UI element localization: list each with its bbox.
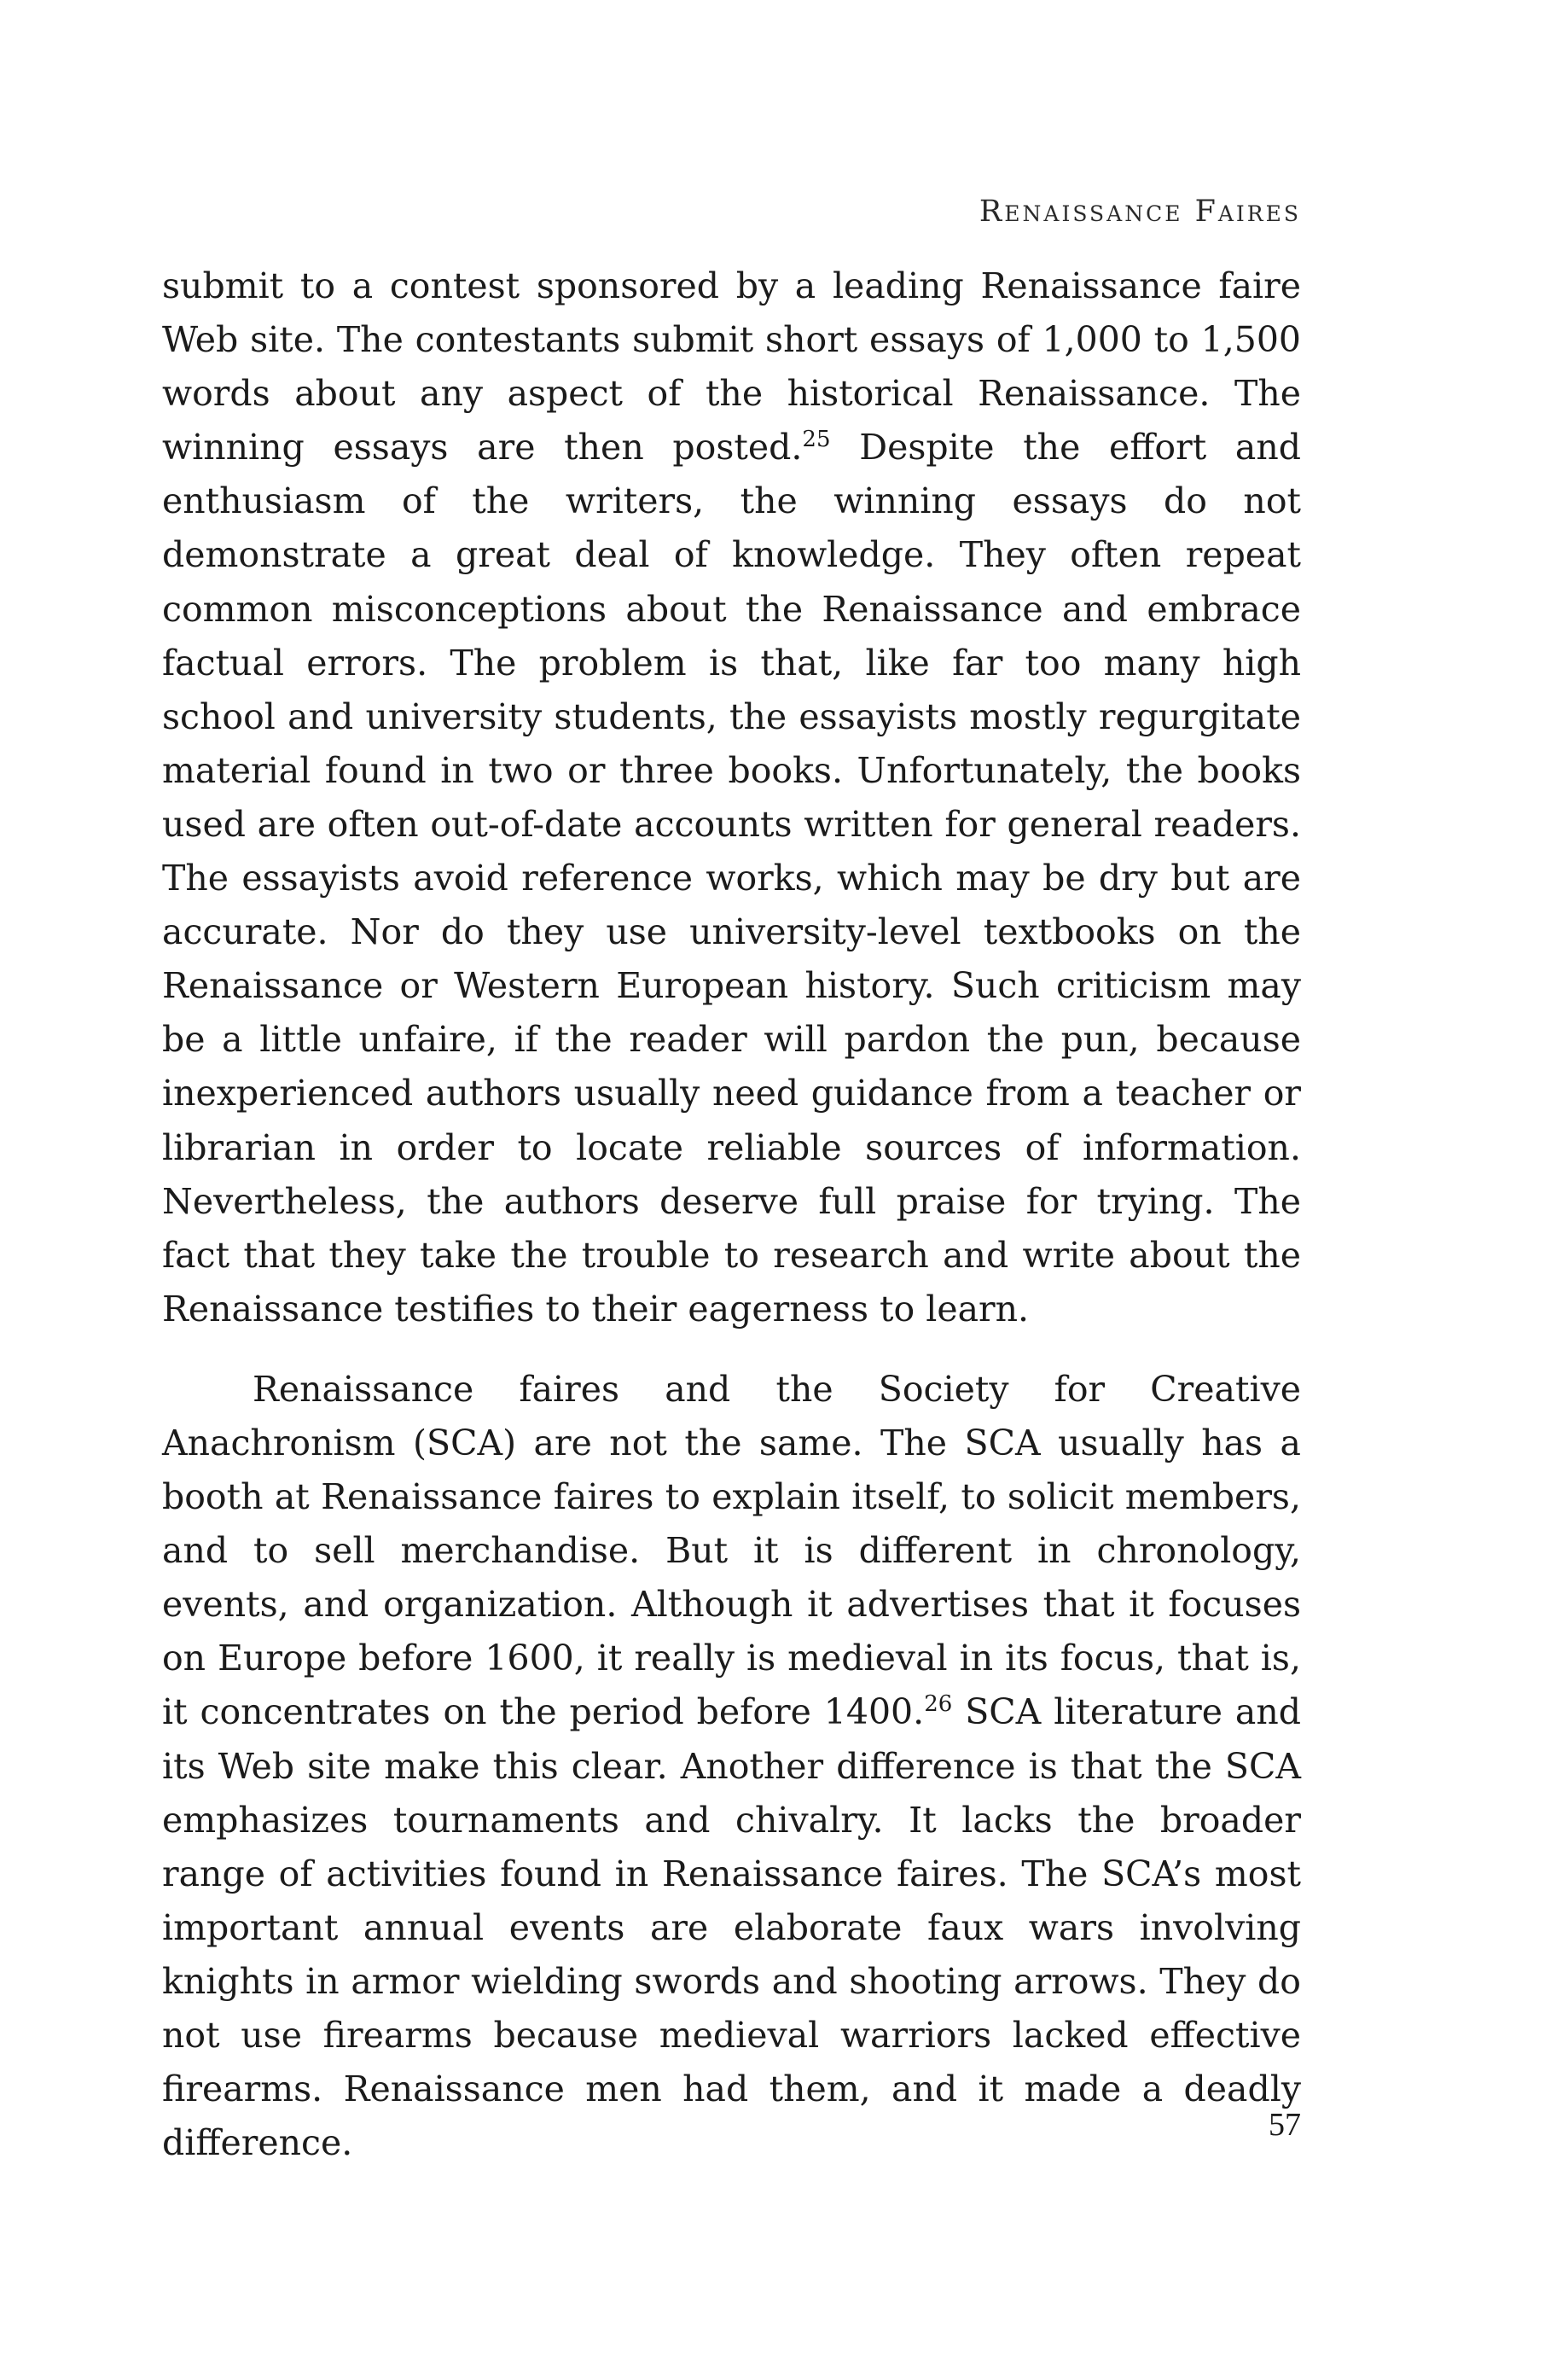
- paragraph-text: Renaissance faires and the Society for Creative Anachronism (SCA) are not the same. The SCA usually has a booth at Renaissance faires to explain itself, to solicit members, and to sell merchandise. But it is different in chronology, events, and organization. Although it advertises that it focuses on Europe before 1600, it really is medieval in its focus, that is, it concentrates on the period before 1400.: [162, 1368, 1301, 1733]
- footnote-reference: 26: [924, 1691, 953, 1718]
- paragraph-sca-comparison: [162, 1363, 1301, 2170]
- paragraph-text: submit to a contest sponsored by a leading Renaissance faire Web site. The contestants submit short essays of 1,000 to 1,500 words about any aspect of the historical Renaissance. The winning essays are then posted.: [162, 265, 1301, 468]
- paragraph-text: SCA literature and its Web site make this clear. Another difference is that the SCA emphasizes tournaments and chivalry. It lacks the broader range of activities found in Renaissance faires. The SCA’s most important annual events are elaborate faux wars involving knights in armor wielding swords and shooting arrows. They do not use firearms because medieval warriors lacked effective firearms. Renaissance men had them, and it made a deadly difference.: [162, 1691, 1302, 2164]
- footnote-reference: 25: [802, 427, 831, 453]
- paragraph-text: Despite the effort and enthusiasm of the writers, the winning essays do not demonstrate a great deal of knowledge. They often repeat common misconceptions about the Renaissance and embrace factual errors. The problem is that, like far too many high school and university students, the essayists mostly regurgitate material found in two or three books. Unfortunately, the books used are often out-of-date accounts written for general readers. The essayists avoid reference works, which may be dry but are accurate. Nor do they use university-level textbooks on the Renaissance or Western European history. Such criticism may be a little unfaire, if the reader will pardon the pun, because inexperienced authors usually need guidance from a teacher or librarian in order to locate reliable sources of information. Nevertheless, the authors deserve full praise for trying. The fact that they take the trouble to research and write about the Renaissance testifies to their eagerness to learn.: [162, 427, 1301, 1329]
- paragraph-essay-contest: [162, 259, 1301, 1336]
- running-head: Renaissance Faires: [979, 195, 1301, 229]
- body-text: [162, 259, 1301, 2170]
- page-number: 57: [1269, 2107, 1301, 2143]
